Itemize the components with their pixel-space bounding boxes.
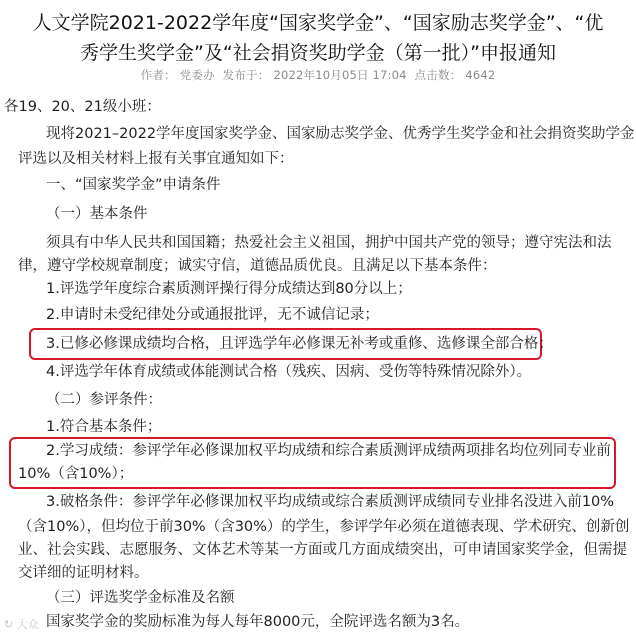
eligibility-2-line-2: 10%（含10%）； [18,466,134,482]
subheading-basic: （一）基本条件 [46,206,148,222]
title-line-1: 人文学院2021-2022学年度“国家奖学金”、“国家励志奖学金”、“优 [32,12,604,34]
author-label: 作者： [140,68,176,82]
condition-4: 4.评选学年体育成绩或体能测试合格（残疾、因病、受伤等特殊情况除外）。 [46,364,532,380]
eligibility-3-line-4: 交详细的证明材料。 [18,565,149,581]
intro-line-1: 现将2021–2022学年度国家奖学金、国家励志奖学金、优秀学生奖学金和社会捐资奖助学金 [46,126,635,142]
watermark-text: 大众 [16,618,39,631]
eligibility-3-line-1: 3.破格条件：参评学年必修课加权平均成绩或综合素质测评成绩同专业排名没进入前10% [46,494,615,510]
eligibility-3-line-3: 业、社会实践、志愿服务、文体艺术等某一方面或几方面成绩突出，可申请国家奖学金，但需提 [18,542,627,558]
basic-conditions-line-1: 须具有中华人民共和国国籍；热爱社会主义祖国，拥护中国共产党的领导；遵守宪法和法 [46,235,612,251]
eligibility-1: 1.符合基本条件； [46,419,162,435]
subheading-standard: （三）评选奖学金标准及名额 [46,590,235,606]
intro-line-2: 评选以及相关材料上报有关事宜通知如下： [18,151,294,167]
basic-conditions-line-2: 律，遵守学校规章制度；诚实守信，道德品质优良。且满足以下基本条件： [18,258,497,274]
condition-2: 2.申请时未受纪律处分或通报批评，无不诚信记录； [46,307,379,323]
views-label: 点击数： [414,68,462,82]
eligibility-3-line-2: （含10%），但均位于前30%（含30%）的学生，参评学年必须在道德表现、学术研究、创新创 [18,519,630,535]
condition-1: 1.评选学年度综合素质测评操行得分成绩达到80分以上； [46,281,412,297]
view-count: 4642 [465,68,496,82]
eligibility-2-line-1: 2.学习成绩：参评学年必修课加权平均成绩和综合素质测评成绩两项排名均位列同专业前 [46,443,611,459]
watermark-logo: ↻ 大众 [4,618,39,631]
article-title [30,8,606,68]
title-line-2: 秀学生奖学金”及“社会捐资奖助学金（第一批）”申报通知 [79,42,557,64]
author: 党委办 [179,68,215,82]
section-heading-1: 一、“国家奖学金”申请条件 [46,177,221,193]
subheading-eligibility: （二）参评条件： [46,392,162,408]
published-date: 2022年10月05日 17:04 [273,68,407,82]
published-label: 发布于： [222,68,270,82]
award-standard: 国家奖学金的奖励标准为每人每年8000元，全院评选名额为3名。 [46,614,470,630]
greeting: 各19、20、21级小班： [4,99,161,115]
article-meta [0,67,636,83]
condition-3: 3.已修必修课成绩均合格，且评选学年必修课无补考或重修、选修课全部合格； [46,336,553,352]
